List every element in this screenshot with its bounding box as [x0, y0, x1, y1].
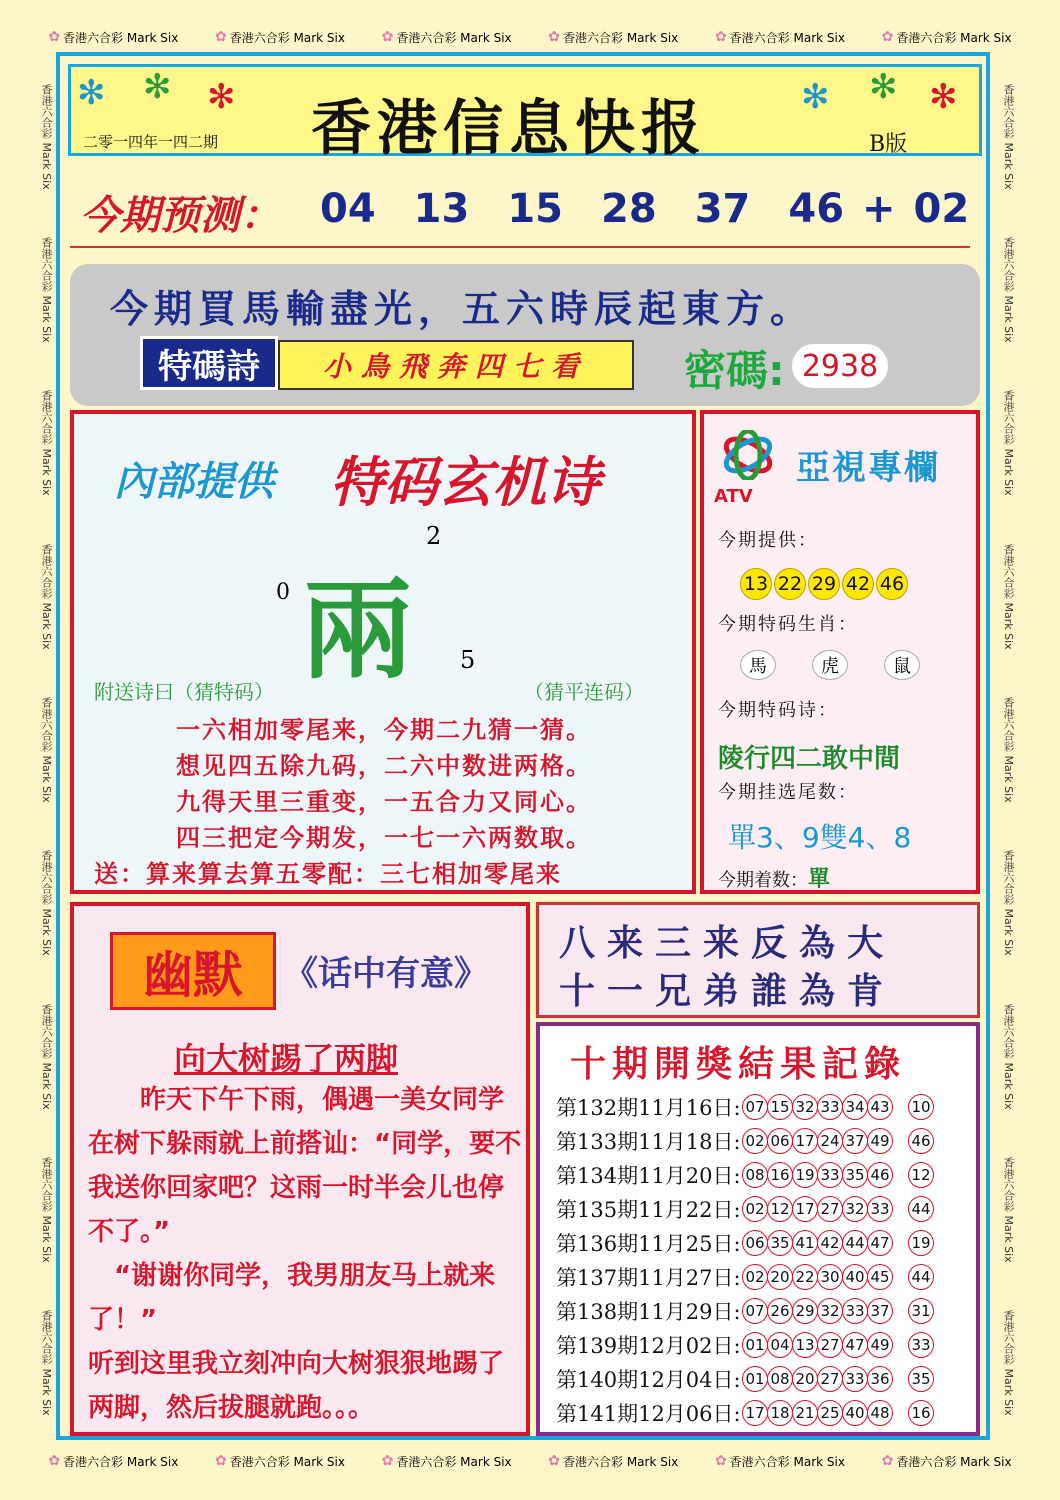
watermark-text: 香港六合彩 Mark Six — [40, 850, 53, 957]
joke-paragraph: “谢谢你同学，我男朋友马上就来了！” — [88, 1261, 496, 1335]
joke-subtitle: 《话中有意》 — [284, 954, 488, 994]
record-number: 22 — [792, 1264, 818, 1290]
asterisk-icon: ✻ — [929, 77, 958, 117]
record-number: 21 — [792, 1400, 818, 1426]
record-row — [556, 1160, 933, 1190]
watermark-text: 香港六合彩 Mark Six — [40, 237, 53, 343]
poem-line: 今期買馬輸盡光，五六時辰起東方。 — [110, 287, 815, 331]
record-label: 第138期11月29日: — [556, 1300, 741, 1324]
record-number: 37 — [842, 1128, 868, 1154]
number-ball: 29 — [808, 568, 840, 600]
watermark-text: 香港六合彩 Mark Six — [40, 543, 53, 650]
record-number: 47 — [867, 1230, 893, 1256]
watermark-item — [715, 29, 845, 46]
left-watermark-bar — [34, 60, 58, 1440]
record-special: 35 — [908, 1366, 934, 1392]
record-label: 第135期11月22日: — [556, 1198, 741, 1222]
watermark-text: 香港六合彩 Mark Six — [63, 30, 179, 45]
top-watermark-bar — [30, 22, 1030, 52]
mystery-poem-box — [70, 410, 696, 894]
record-special: 44 — [908, 1264, 934, 1290]
record-number: 07 — [742, 1094, 768, 1120]
watermark-item — [882, 1453, 1012, 1470]
record-row — [556, 1398, 933, 1428]
watermark-text: 香港六合彩 Mark Six — [1002, 237, 1015, 343]
record-number: 04 — [767, 1332, 793, 1358]
eight-poem-box — [536, 902, 980, 1018]
flower-icon: ✿ — [714, 1453, 727, 1469]
watermark-item — [48, 29, 178, 46]
record-number: 33 — [842, 1298, 868, 1324]
record-label: 第134期11月20日: — [556, 1164, 741, 1188]
code-value: 2938 — [792, 344, 888, 388]
atv-logo-icon — [718, 430, 778, 480]
record-label: 第133期11月18日: — [556, 1130, 741, 1154]
plus-sign: + — [862, 186, 896, 232]
verse-line: 九得天里三重变，一五合力又同心。 — [176, 788, 592, 816]
record-number: 26 — [767, 1298, 793, 1324]
atv-column — [700, 410, 980, 894]
prediction-special: ★ 02 — [914, 186, 970, 232]
record-label: 第139期12月02日: — [556, 1334, 741, 1358]
record-number: 17 — [742, 1400, 768, 1426]
watermark-text: 香港六合彩 Mark Six — [40, 697, 53, 803]
number-ball: 46 — [876, 568, 908, 600]
record-number: 02 — [742, 1264, 768, 1290]
record-label: 第141期12月06日: — [556, 1402, 741, 1426]
record-number: 42 — [817, 1230, 843, 1256]
record-number: 32 — [792, 1094, 818, 1120]
record-number: 44 — [842, 1230, 868, 1256]
asterisk-icon: ✻ — [801, 77, 830, 117]
joke-body — [88, 1078, 528, 1430]
record-number: 43 — [867, 1094, 893, 1120]
watermark-item — [215, 1453, 345, 1470]
record-number: 27 — [817, 1332, 843, 1358]
record-label: 第140期12月04日: — [556, 1368, 741, 1392]
record-number: 25 — [817, 1400, 843, 1426]
asterisk-icon: ✻ — [143, 67, 172, 107]
number-ball: 42 — [842, 568, 874, 600]
record-number: 17 — [792, 1128, 818, 1154]
record-special: 46 — [908, 1128, 934, 1154]
record-special: 19 — [908, 1230, 934, 1256]
record-number: 33 — [842, 1366, 868, 1392]
record-number: 17 — [792, 1196, 818, 1222]
watermark-text: 香港六合彩 Mark Six — [229, 1454, 345, 1469]
joke-box — [70, 902, 530, 1436]
header — [68, 64, 982, 164]
record-row — [556, 1364, 933, 1394]
count-value: 單 — [808, 867, 831, 892]
riddle-number: 5 — [460, 646, 476, 674]
code-label: 密碼: — [684, 346, 785, 395]
watermark-text: 香港六合彩 Mark Six — [896, 1454, 1012, 1469]
riddle-number: 2 — [426, 522, 442, 550]
edition-label: B版 — [869, 132, 908, 157]
record-number: 48 — [867, 1400, 893, 1426]
record-special: 16 — [908, 1400, 934, 1426]
record-number: 49 — [867, 1332, 893, 1358]
record-number: 33 — [817, 1162, 843, 1188]
watermark-text: 香港六合彩 Mark Six — [40, 1157, 53, 1263]
eight-line: 八来三来反為大 — [559, 923, 896, 964]
record-number: 20 — [767, 1264, 793, 1290]
record-row — [556, 1330, 933, 1360]
special-poem: 小鳥飛奔四七看 — [278, 340, 634, 390]
flower-icon: ✿ — [548, 1453, 561, 1469]
watermark-text: 香港六合彩 Mark Six — [1002, 1157, 1015, 1263]
record-number: 15 — [767, 1094, 793, 1120]
record-label: 第132期11月16日: — [556, 1096, 741, 1120]
prediction-number: ★ 04 — [320, 186, 376, 232]
joke-title: 向大树踢了两脚 — [174, 1040, 399, 1078]
record-number: 33 — [867, 1196, 893, 1222]
flower-icon: ✿ — [214, 1453, 227, 1469]
verse-line: 一六相加零尾来，今期二九猜一猜。 — [176, 716, 592, 744]
prediction-number: ★ 28 — [601, 186, 657, 232]
record-number: 19 — [792, 1162, 818, 1188]
page-title: 香港信息快报 — [311, 94, 707, 164]
record-number: 47 — [842, 1332, 868, 1358]
record-number: 24 — [817, 1128, 843, 1154]
flower-icon: ✿ — [881, 29, 894, 45]
prediction-number: ★ 46 — [788, 186, 844, 232]
records-title: 十期開獎結果記錄 — [570, 1044, 907, 1085]
riddle-number: 0 — [276, 580, 290, 605]
record-number: 32 — [842, 1196, 868, 1222]
watermark-text: 香港六合彩 Mark Six — [1002, 850, 1015, 957]
flower-icon: ✿ — [48, 29, 61, 45]
atv-poem: 陵行四二敢中間 — [718, 744, 901, 774]
flower-icon: ✿ — [548, 29, 561, 45]
fusong-label: 附送诗曰（猜特码） — [94, 680, 274, 704]
mystery-title: 特码玄机诗 — [330, 451, 600, 514]
record-label: 第137期11月27日: — [556, 1266, 741, 1290]
flower-icon: ✿ — [48, 1453, 61, 1469]
main-panel — [56, 52, 990, 1440]
record-special: 33 — [908, 1332, 934, 1358]
watermark-item — [215, 29, 345, 46]
asterisk-icon: ✻ — [77, 73, 106, 113]
prediction-label: 今期预测： — [80, 193, 280, 239]
record-special: 31 — [908, 1298, 934, 1324]
record-row — [556, 1296, 933, 1326]
tail-label: 今期挂选尾数： — [718, 782, 858, 803]
record-number: 12 — [767, 1196, 793, 1222]
flower-icon: ✿ — [381, 29, 394, 45]
watermark-text: 香港六合彩 Mark Six — [1002, 1003, 1015, 1110]
special-poem-label: 特碼詩 — [140, 336, 278, 390]
watermark-text: 香港六合彩 Mark Six — [1002, 543, 1015, 650]
watermark-item — [382, 29, 512, 46]
record-number: 01 — [742, 1366, 768, 1392]
watermark-text: 香港六合彩 Mark Six — [729, 30, 845, 45]
watermark-text: 香港六合彩 Mark Six — [396, 30, 512, 45]
record-special: 12 — [908, 1162, 934, 1188]
record-number: 29 — [792, 1298, 818, 1324]
watermark-text: 香港六合彩 Mark Six — [396, 1454, 512, 1469]
record-number: 27 — [817, 1196, 843, 1222]
watermark-text: 香港六合彩 Mark Six — [563, 1454, 679, 1469]
watermark-item — [48, 1453, 178, 1470]
watermark-item — [548, 1453, 678, 1470]
record-number: 16 — [767, 1162, 793, 1188]
provide-balls — [740, 568, 910, 600]
watermark-item — [715, 1453, 845, 1470]
zodiac-item: 馬 — [740, 650, 776, 680]
record-special: 44 — [908, 1196, 934, 1222]
tail-value: 單3、9雙4、8 — [728, 821, 912, 854]
record-number: 40 — [842, 1400, 868, 1426]
watermark-text: 香港六合彩 Mark Six — [896, 30, 1012, 45]
watermark-text: 香港六合彩 Mark Six — [63, 1454, 179, 1469]
zodiac-item: 虎 — [812, 650, 848, 680]
joke-paragraph: 昨天下午下雨，偶遇一美女同学在树下躲雨就上前搭讪：“同学，要不我送你回家吧？这雨一时半会儿也停不了。” — [88, 1085, 522, 1247]
watermark-item — [548, 29, 678, 46]
watermark-text: 香港六合彩 Mark Six — [1002, 697, 1015, 803]
humor-badge: 幽默 — [110, 932, 276, 1010]
results-record-box — [536, 1022, 980, 1436]
record-number: 20 — [792, 1366, 818, 1392]
record-number: 30 — [817, 1264, 843, 1290]
provide-label: 今期提供： — [718, 530, 818, 551]
watermark-text: 香港六合彩 Mark Six — [40, 1310, 53, 1417]
asterisk-icon: ✻ — [207, 77, 236, 117]
record-special: 10 — [908, 1094, 934, 1120]
watermark-text: 香港六合彩 Mark Six — [229, 30, 345, 45]
watermark-text: 香港六合彩 Mark Six — [1002, 83, 1015, 190]
flower-icon: ✿ — [381, 1453, 394, 1469]
asterisk-icon: ✻ — [869, 67, 898, 107]
prediction-number: ★ 15 — [507, 186, 563, 232]
record-row — [556, 1092, 933, 1122]
atv-logo-text: ATV — [714, 486, 753, 507]
record-number: 49 — [867, 1128, 893, 1154]
verse-line: 送：算来算去算五零配：三七相加零尾来 — [94, 860, 562, 888]
riddle-character: 兩 — [302, 565, 412, 694]
number-ball: 22 — [774, 568, 806, 600]
record-row — [556, 1262, 933, 1292]
record-number: 33 — [817, 1094, 843, 1120]
record-number: 32 — [817, 1298, 843, 1324]
record-number: 13 — [792, 1332, 818, 1358]
record-number: 18 — [767, 1400, 793, 1426]
zodiac-label: 今期特码生肖： — [718, 614, 858, 635]
prediction-number: ★ 37 — [695, 186, 751, 232]
flower-icon: ✿ — [881, 1453, 894, 1469]
verse-line: 四三把定今期发，一七一六两数取。 — [176, 824, 592, 852]
record-number: 27 — [817, 1366, 843, 1392]
record-row — [556, 1126, 933, 1156]
eight-line: 十一兄弟誰為肯 — [559, 971, 896, 1012]
record-number: 02 — [742, 1128, 768, 1154]
record-number: 45 — [867, 1264, 893, 1290]
verse-line: 想见四五除九码，二六中数进两格。 — [176, 752, 592, 780]
record-number: 46 — [867, 1162, 893, 1188]
atv-title: 亞視專欄 — [796, 448, 940, 488]
flower-icon: ✿ — [714, 29, 727, 45]
issue-number: 二零一四年一四二期 — [83, 133, 219, 151]
record-number: 06 — [742, 1230, 768, 1256]
record-number: 08 — [742, 1162, 768, 1188]
record-number: 37 — [867, 1298, 893, 1324]
watermark-text: 香港六合彩 Mark Six — [563, 30, 679, 45]
count-label: 今期着数： — [718, 870, 808, 891]
zodiac-item: 鼠 — [884, 650, 920, 680]
record-number: 06 — [767, 1128, 793, 1154]
flower-icon: ✿ — [214, 29, 227, 45]
caiping-label: （猜平连码） — [524, 680, 644, 704]
record-number: 01 — [742, 1332, 768, 1358]
watermark-item — [882, 29, 1012, 46]
record-number: 35 — [767, 1230, 793, 1256]
prediction-row — [70, 174, 970, 248]
poem-label: 今期特码诗： — [718, 700, 838, 721]
record-label: 第136期11月25日: — [556, 1232, 741, 1256]
record-row — [556, 1228, 933, 1258]
watermark-text: 香港六合彩 Mark Six — [40, 1003, 53, 1110]
watermark-text: 香港六合彩 Mark Six — [40, 390, 53, 497]
record-number: 40 — [842, 1264, 868, 1290]
watermark-item — [382, 1453, 512, 1470]
number-ball: 13 — [740, 568, 772, 600]
right-watermark-bar — [996, 60, 1020, 1440]
record-number: 35 — [842, 1162, 868, 1188]
watermark-text: 香港六合彩 Mark Six — [1002, 390, 1015, 497]
count-row — [718, 862, 830, 893]
watermark-text: 香港六合彩 Mark Six — [40, 83, 53, 190]
record-number: 34 — [842, 1094, 868, 1120]
bottom-watermark-bar — [30, 1446, 1030, 1476]
record-number: 02 — [742, 1196, 768, 1222]
record-number: 08 — [767, 1366, 793, 1392]
record-row — [556, 1194, 933, 1224]
zodiac-list — [740, 650, 956, 680]
internal-title: 內部提供 — [114, 459, 274, 505]
record-number: 36 — [867, 1366, 893, 1392]
watermark-text: 香港六合彩 Mark Six — [729, 1454, 845, 1469]
record-number: 07 — [742, 1298, 768, 1324]
record-number: 41 — [792, 1230, 818, 1256]
prediction-number: ★ 13 — [414, 186, 470, 232]
prediction-numbers — [320, 186, 969, 232]
watermark-text: 香港六合彩 Mark Six — [1002, 1310, 1015, 1417]
poem-box — [70, 264, 980, 406]
joke-paragraph: 听到这里我立刻冲向大树狠狠地踢了两脚，然后拔腿就跑。。。 — [88, 1349, 505, 1423]
